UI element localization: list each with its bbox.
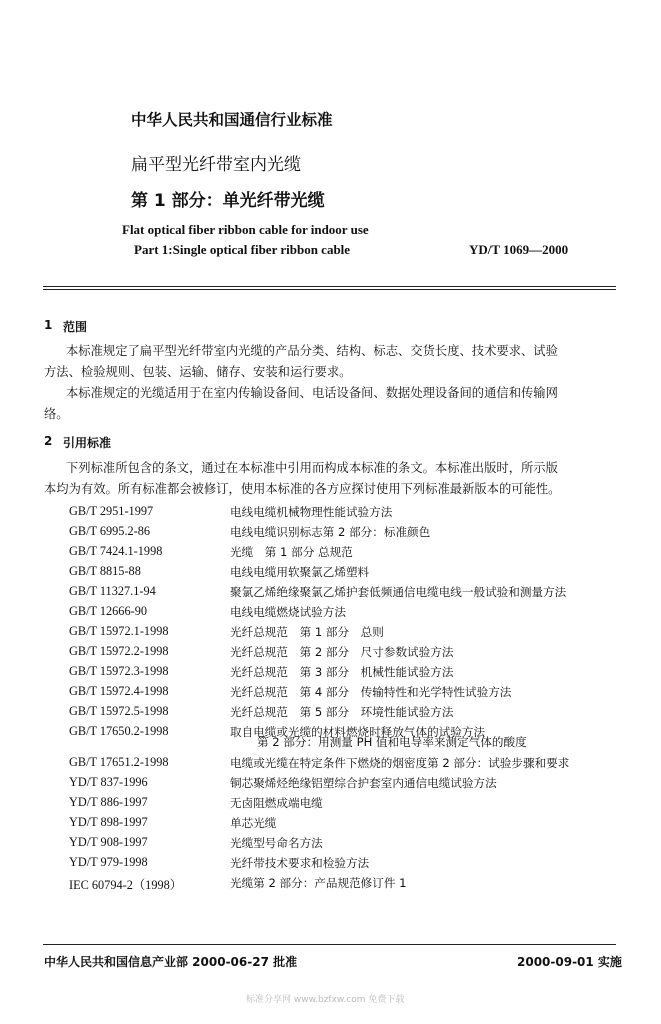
reference-title: 单芯光缆 <box>230 816 277 830</box>
reference-title: 光纤带技术要求和检验方法 <box>230 856 370 870</box>
header-divider-top <box>43 286 616 287</box>
reference-title: 光缆型号命名方法 <box>230 836 323 850</box>
reference-title: 电缆或光缆在特定条件下燃烧的烟密度第 2 部分：试验步骤和要求 <box>230 756 570 770</box>
reference-code: GB/T 12666-90 <box>69 604 147 618</box>
reference-code: YD/T 837-1996 <box>69 775 148 789</box>
reference-code: GB/T 6995.2-86 <box>69 524 151 538</box>
section-2-intro-cont <box>44 479 560 500</box>
reference-title: 铜芯聚烯烃绝缘铝塑综合护套室内通信电缆试验方法 <box>230 776 497 790</box>
reference-code: YD/T 908-1997 <box>69 835 148 849</box>
text-line: 本均为有效。所有标准都会被修订，使用本标准的各方应探讨使用下列标准最新版本的可能性。 <box>44 482 561 496</box>
header-divider-bottom <box>43 289 616 290</box>
reference-code: IEC 60794-2（1998） <box>69 878 183 892</box>
text-line: 络。 <box>44 407 69 421</box>
footer-divider <box>43 944 616 945</box>
reference-code: GB/T 8815-88 <box>69 564 141 578</box>
reference-title: 电线电缆机械物理性能试验方法 <box>230 505 393 519</box>
section-1-number: 1 <box>44 318 53 332</box>
reference-code: GB/T 15972.4-1998 <box>69 684 169 698</box>
reference-title: 光纤总规范 第 3 部分 机械性能试验方法 <box>230 665 454 679</box>
issuer-approval: 中华人民共和国信息产业部 2000-06-27 批准 <box>44 955 298 969</box>
reference-title: 电线电缆用软聚氯乙烯塑料 <box>230 565 370 579</box>
text-line: 本标准规定的光缆适用于在室内传输设备间、电话设备间、数据处理设备间的通信和传输网 <box>66 386 558 400</box>
reference-title: 光缆第 2 部分：产品规范修订件 1 <box>230 876 407 890</box>
document-title-en: Flat optical fiber ribbon cable for indoor use <box>122 222 369 237</box>
section-2-intro <box>66 458 558 479</box>
text-line: 本标准规定了扁平型光纤带室内光缆的产品分类、结构、标志、交货长度、技术要求、试验 <box>66 344 558 358</box>
reference-title: 光纤总规范 第 1 部分 总则 <box>230 625 384 639</box>
reference-title: 光纤总规范 第 5 部分 环境性能试验方法 <box>230 705 454 719</box>
text-line: 方法、检验规则、包装、运输、储存、安装和运行要求。 <box>44 365 352 379</box>
section-1-title: 范围 <box>63 320 88 334</box>
section-2-number: 2 <box>44 434 53 448</box>
reference-title: 光缆 第 1 部分 总规范 <box>230 545 353 559</box>
reference-title: 无卤阻燃成端电缆 <box>230 796 323 810</box>
reference-code: YD/T 979-1998 <box>69 855 148 869</box>
document-part-cn: 第 1 部分：单光纤带光缆 <box>131 191 325 211</box>
reference-code: GB/T 17650.2-1998 <box>69 724 169 738</box>
standard-category-heading: 中华人民共和国通信行业标准 <box>131 111 333 129</box>
reference-title-continuation: 第 2 部分：用测量 PH 值和电导率来测定气体的酸度 <box>257 735 527 749</box>
reference-title: 取自电缆或光缆的材料燃烧时释放气体的试验方法 <box>230 725 486 739</box>
section-1-para-1-cont <box>44 362 351 383</box>
section-1-para-1 <box>66 341 558 362</box>
text-line: 下列标准所包含的条文，通过在本标准中引用而构成本标准的条文。本标准出版时，所示版 <box>66 461 558 475</box>
reference-code: GB/T 15972.5-1998 <box>69 704 169 718</box>
reference-code: GB/T 15972.2-1998 <box>69 644 169 658</box>
reference-code: GB/T 17651.2-1998 <box>69 755 169 769</box>
reference-title: 电线电缆识别标志第 2 部分：标准颜色 <box>230 525 431 539</box>
section-1-para-2 <box>66 383 558 404</box>
reference-title: 聚氯乙烯绝缘聚氯乙烯护套低频通信电缆电线一般试验和测量方法 <box>230 585 567 599</box>
watermark-text: 标准分享网 www.bzfxw.com 免费下载 <box>246 995 405 1005</box>
reference-title: 光纤总规范 第 4 部分 传输特性和光学特性试验方法 <box>230 685 512 699</box>
reference-code: GB/T 2951-1997 <box>69 504 154 518</box>
section-1-para-2-cont <box>44 404 69 425</box>
reference-code: GB/T 15972.3-1998 <box>69 664 169 678</box>
document-part-en: Part 1:Single optical fiber ribbon cable <box>134 242 351 257</box>
reference-title: 电线电缆燃烧试验方法 <box>230 605 346 619</box>
reference-code: YD/T 886-1997 <box>69 795 148 809</box>
reference-code: GB/T 7424.1-1998 <box>69 544 163 558</box>
standard-code: YD/T 1069—2000 <box>469 242 569 257</box>
section-2-title: 引用标准 <box>63 436 112 450</box>
reference-title: 光纤总规范 第 2 部分 尺寸参数试验方法 <box>230 645 454 659</box>
reference-code: GB/T 15972.1-1998 <box>69 624 169 638</box>
document-title-cn: 扁平型光纤带室内光缆 <box>131 155 301 175</box>
reference-code: YD/T 898-1997 <box>69 815 148 829</box>
reference-code: GB/T 11327.1-94 <box>69 584 156 598</box>
effective-date: 2000-09-01 实施 <box>517 955 622 969</box>
